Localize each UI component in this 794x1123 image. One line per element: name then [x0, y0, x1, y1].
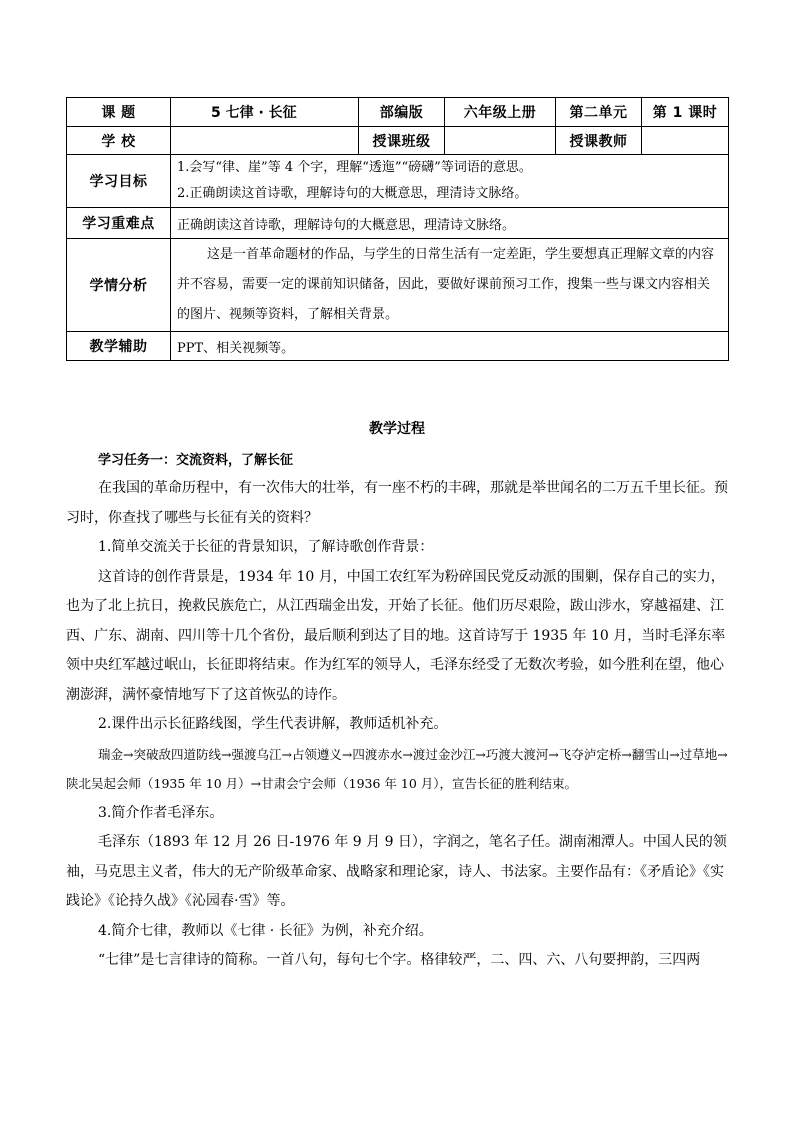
grade-cell: 六年级上册 — [445, 98, 556, 127]
aids-text: PPT、相关视频等。 — [171, 332, 729, 361]
edition-cell: 部编版 — [359, 98, 445, 127]
row-goals — [67, 155, 729, 208]
goal-item: 1.会写“律、崖”等 4 个字，理解“透迤”“磅礴”等词语的意思。 — [177, 160, 532, 175]
lesson-info-table — [66, 97, 729, 361]
aids-label: 教学辅助 — [67, 332, 171, 361]
process-title: 教学过程 — [369, 421, 425, 437]
teacher-label: 授课教师 — [556, 127, 642, 155]
lesson-label: 课 题 — [67, 98, 171, 127]
school-value — [171, 127, 359, 155]
task-heading: 学习任务一：交流资料，了解长征 — [98, 453, 294, 468]
goals-content — [171, 155, 729, 208]
lesson-title: 5 七律 · 长征 — [171, 98, 359, 127]
paragraph: “七律”是七言律诗的简称。一首八句，每句七个字。格律较严，二、四、六、八句要押韵，三四两 — [98, 952, 701, 968]
goals-label: 学习目标 — [67, 155, 171, 208]
school-label: 学 校 — [67, 127, 171, 155]
paragraph: 3.简介作者毛泽东。 — [98, 804, 224, 821]
row-school — [67, 127, 729, 155]
key-points-label: 学习重难点 — [67, 208, 171, 239]
paragraph: 这首诗的创作背景是，1934 年 10 月，中国工农红军为粉碎国民党反动派的围剿，保存自己的实力，也为了北上抗日，挽救民族危亡，从江西瑞金出发，开始了长征。他们历尽艰险，跋山涉水，穿越福建、江西、广东、湖南、四川等十几个省份，最后顺利到达了目的地。这首诗写于 1935 年 10 月，当时毛泽东率领中央红军越过岷山，长征即将结束。作为红军的领导人，毛泽东经受了无数次考验，如今胜利在望，他心潮澎湃，满怀豪情地写下了这首恢弘的诗作。 — [66, 568, 726, 703]
period-cell: 第 1 课时 — [642, 98, 729, 127]
row-aids — [67, 332, 729, 361]
analysis-cell — [171, 239, 729, 332]
class-value — [445, 127, 556, 155]
class-label: 授课班级 — [359, 127, 445, 155]
row-key-points — [67, 208, 729, 239]
row-lesson — [67, 98, 729, 127]
paragraph: 毛泽东（1893 年 12 月 26 日-1976 年 9 月 9 日），字润之，笔名子任。湖南湘潭人。中国人民的领袖，马克思主义者，伟大的无产阶级革命家、战略家和理论家，诗人、书法家。主要作品有：《矛盾论》《实践论》《论持久战》《沁园春·雪》等。 — [66, 834, 727, 909]
key-points-text: 正确朗读这首诗歌，理解诗句的大概意思，理清诗文脉络。 — [171, 208, 729, 239]
analysis-label: 学情分析 — [67, 239, 171, 332]
row-analysis — [67, 239, 729, 332]
analysis-text: 这是一首革命题材的作品，与学生的日常生活有一定差距，学生要想真正理解文章的内容并不容易，需要一定的课前知识储备，因此，要做好课前预习工作，搜集一些与课文内容相关的图片、视频等资料，了解相关背景。 — [177, 247, 715, 322]
paragraph: 瑞金→突破敌四道防线→强渡乌江→占领遵义→四渡赤水→渡过金沙江→巧渡大渡河→飞夺泸定桥→翻雪山→过草地→陕北吴起会师（1935 年 10 月）→甘肃会宁会师（1936 年 10 月），宣告长征的胜利结束。 — [66, 746, 728, 791]
paragraph: 2.课件出示长征路线图，学生代表讲解，教师适机补充。 — [98, 716, 448, 732]
process-body — [66, 448, 728, 976]
goal-item: 2.正确朗读这首诗歌，理解诗句的大概意思，理清诗文脉络。 — [177, 186, 528, 201]
paragraph: 4.简介七律，教师以《七律 · 长征》为例，补充介绍。 — [98, 922, 433, 939]
paragraph: 在我国的革命历程中，有一次伟大的壮举，有一座不朽的丰碑，那就是举世闻名的二万五千里长征。预习时，你查找了哪些与长征有关的资料？ — [66, 480, 728, 526]
teacher-value — [642, 127, 729, 155]
paragraph: 1.简单交流关于长征的背景知识，了解诗歌创作背景： — [98, 539, 434, 555]
unit-cell: 第二单元 — [556, 98, 642, 127]
